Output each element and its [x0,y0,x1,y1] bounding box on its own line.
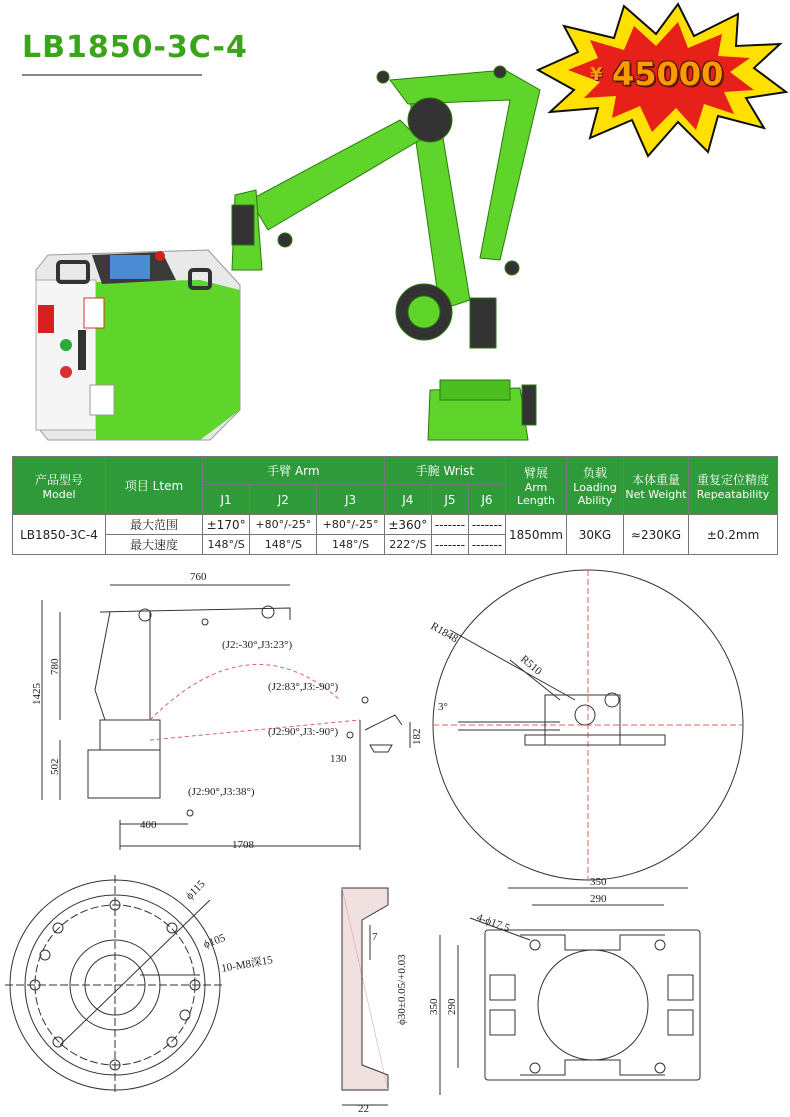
table-cell: +80°/-25° [250,515,317,535]
table-cell: +80°/-25° [317,515,384,535]
dim-label: 290 [590,893,607,905]
table-cell: 148°/S [203,535,250,555]
dim-label: 290 [446,998,458,1015]
joint-header: J6 [468,485,505,515]
flange-labels [184,878,275,975]
dim-label: ϕ105 [201,931,227,951]
robot-arm [232,66,540,440]
dim-label: 130 [330,753,347,765]
joint-header: J1 [203,485,250,515]
model-header: 产品型号 Model [13,457,106,515]
top-view-drawing [433,570,743,880]
price-symbol: ¥ [590,64,603,85]
dim-label: 3° [438,701,448,713]
dim-label: 4-ϕ17.5 [474,911,512,935]
weight-cell: ≈230KG [624,515,689,555]
pose-label: (J2:90°,J3:38°) [188,786,255,798]
dim-label: R1848 [428,620,460,646]
base-labels [428,876,607,1015]
row-label: 最大范围 [106,515,203,535]
model-cell: LB1850-3C-4 [13,515,106,555]
dim-label: 7 [372,931,378,943]
table-cell: ±170° [203,515,250,535]
pose-label: (J2:-30°,J3:23°) [222,639,293,651]
arm-header: 手臂 Arm [203,457,385,485]
row-label: 最大速度 [106,535,203,555]
table-cell: 148°/S [250,535,317,555]
joint-header: J5 [431,485,468,515]
item-header: 项目 Ltem [106,457,203,515]
table-cell: ------- [468,515,505,535]
flange-drawing [5,875,225,1095]
dim-label: 10-M8深15 [220,954,274,975]
loading-header: 负载 Loading Ability [567,457,624,515]
repeatability-header: 重复定位精度 Repeatability [689,457,778,515]
dim-label: 22 [358,1103,369,1115]
product-image [0,60,790,450]
dim-label: 350 [428,998,440,1015]
page-title: LB1850-3C-4 [22,30,248,65]
dim-label: 182 [411,728,423,745]
dim-label: 1425 [31,683,43,705]
dim-label: ϕ115 [183,878,208,903]
arm-length-cell: 1850mm [506,515,567,555]
loading-cell: 30KG [567,515,624,555]
section-drawing [342,888,388,1105]
table-cell: 148°/S [317,535,384,555]
dim-label: 760 [190,571,207,583]
wrist-header: 手腕 Wrist [384,457,505,485]
table-cell: 222°/S [384,535,431,555]
dim-label: 1708 [232,839,254,851]
dim-label: 780 [49,658,61,675]
spec-table [12,456,778,555]
dim-label: 502 [49,758,61,775]
dim-label: R510 [518,653,545,678]
weight-header: 本体重量 Net Weight [624,457,689,515]
arm-length-header: 臂展 Arm Length [506,457,567,515]
price-value: 45000 [612,55,724,93]
pose-label: (J2:90°,J3:-90°) [268,726,339,738]
top-view-labels [429,620,545,713]
joint-header: J2 [250,485,317,515]
table-cell: ------- [431,535,468,555]
dim-label: ϕ30±0.05/+0.03 [396,954,408,1025]
technical-drawings [0,560,790,1117]
table-cell: ------- [431,515,468,535]
side-view-drawing [42,585,410,850]
joint-header: J4 [384,485,431,515]
joint-header: J3 [317,485,384,515]
dim-label: 400 [140,819,157,831]
table-cell: ±360° [384,515,431,535]
repeatability-cell: ±0.2mm [689,515,778,555]
table-cell: ------- [468,535,505,555]
pose-label: (J2:83°,J3:-90°) [268,681,339,693]
dim-label: 350 [590,876,607,888]
side-view-labels [31,571,423,851]
control-cabinet [36,250,240,440]
